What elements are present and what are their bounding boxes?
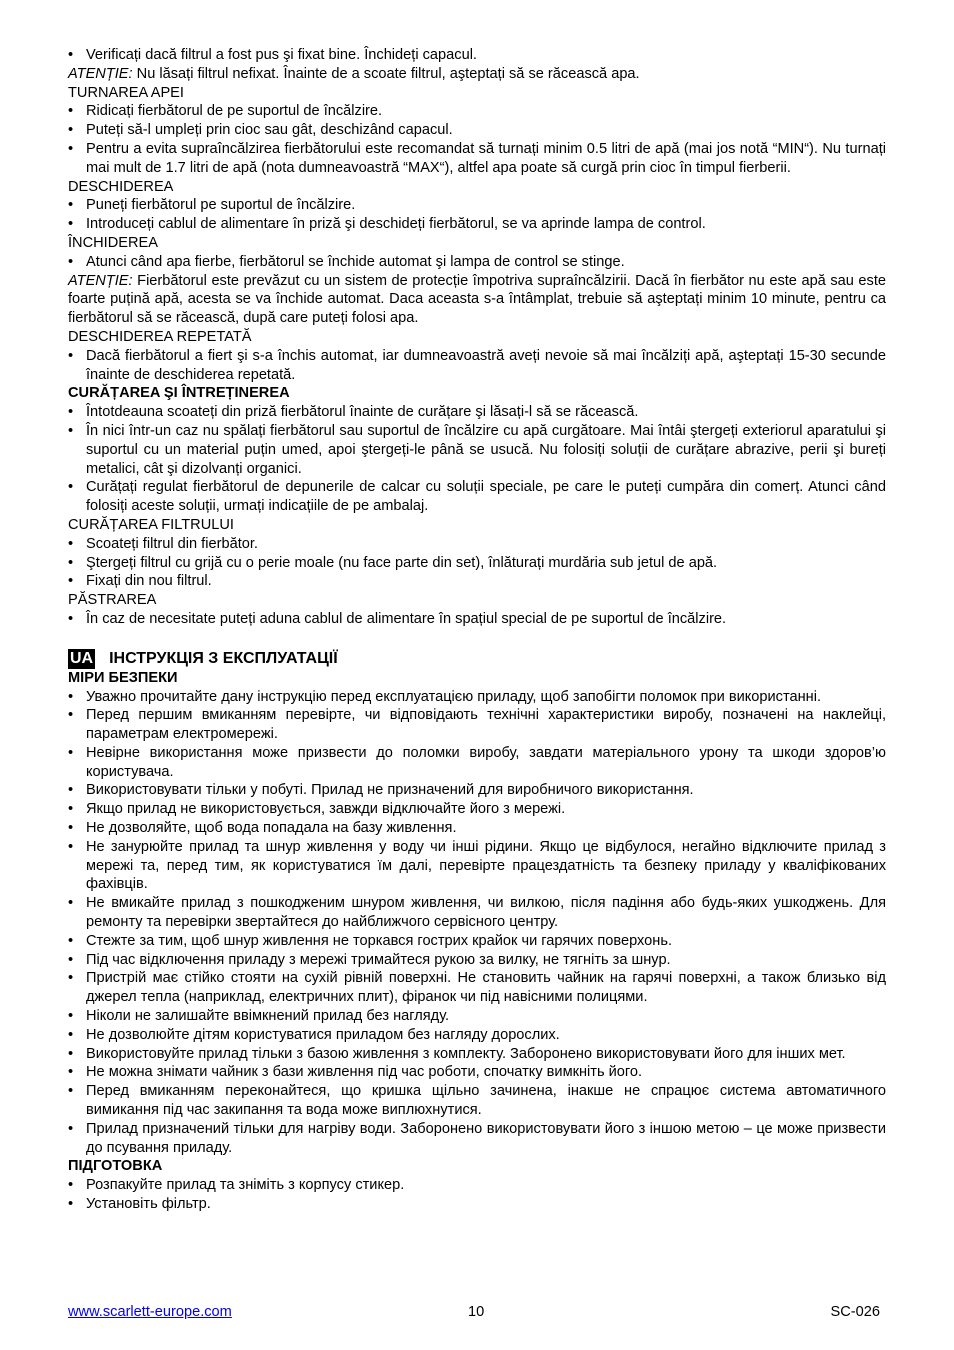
attention-note <box>68 272 886 328</box>
manual-page-content <box>68 46 886 1214</box>
list-item: • Під час відключення приладу з мережі тримайтеся рукою за вилку, не тягніть за шнур. <box>68 951 886 970</box>
website-link[interactable]: www.scarlett-europe.com <box>68 1304 232 1320</box>
section-heading-preparation: ПІДГОТОВКА <box>68 1158 163 1175</box>
list-item: • Використовуйте прилад тільки з базою живлення з комплекту. Заборонено використовувати його для інших мет. <box>68 1045 886 1064</box>
list-item: • Не дозволюйте дітям користуватися приладом без нагляду дорослих. <box>68 1026 886 1045</box>
list-item: • Пристрій має стійко стояти на сухій рівній поверхні. Не становить чайник на гарячі поверхні, а також близько від джерел тепла (наприклад, електричних плит), фіранок чи під навісними полицями. <box>68 969 886 1007</box>
list-item: • Pentru a evita supraîncălzirea fierbătorului este recomandat să turnați minim 0.5 litri de apă (mai jos notă “MIN“). Nu turnați mai mult de 1.7 litri de apă (nota dumneavoastră “MAX“), altfel apa poate să curgă prin cioc în timpul fierberii. <box>68 140 886 178</box>
list-item: • Verificați dacă filtrul a fost pus şi fixat bine. Închideți capacul. <box>68 46 886 65</box>
list-item: • Ніколи не залишайте ввімкнений прилад без нагляду. <box>68 1007 886 1026</box>
list-item: • Не вмикайте прилад з пошкодженим шнуром живлення, чи вилкою, після падіння або будь-яких ушкоджень. Для ремонту та перевірки звертайтеся до найближчого сервісного центру. <box>68 894 886 932</box>
page-number: 10 <box>468 1304 485 1320</box>
list-item: • Не занурюйте прилад та шнур живлення у воду чи інші рідини. Якщо це відбулося, негайно відключите прилад з мережі та, перед тим, як користуватися їм далі, перевірте працездатність та безпеку приладу у кваліфікованих фахівців. <box>68 838 886 894</box>
section-heading-opening: DESCHIDEREA <box>68 178 174 195</box>
section-heading-reopening: DESCHIDEREA REPETATĂ <box>68 328 252 345</box>
list-item: • Стежте за тим, щоб шнур живлення не торкався гострих крайок чи гарячих поверхонь. <box>68 932 886 951</box>
section-heading-filter: CURĂȚAREA FILTRULUI <box>68 516 234 533</box>
list-item: • Curățați regulat fierbătorul de depunerile de calcar cu soluții speciale, pe care le puteți cumpăra din comerț. Atunci când folosiți aceste soluții, urmați indicațiile de pe ambalaj. <box>68 478 886 516</box>
language-badge: UA <box>70 649 94 667</box>
list-item: • Atunci când apa fierbe, fierbătorul se închide automat şi lampa de control se stinge. <box>68 253 886 272</box>
list-item: • Невірне використання може призвести до поломки виробу, завдати матеріального урону та шкоди здоров’ю користувача. <box>68 744 886 782</box>
ua-section-header <box>68 649 886 669</box>
attention-label: ATENȚIE: <box>68 65 133 82</box>
list-item: • Întotdeauna scoateți din priză fierbătorul înainte de curățare şi lăsați-l să se răcească. <box>68 403 886 422</box>
section-heading-cleaning: CURĂȚAREA ŞI ÎNTREȚINEREA <box>68 385 290 402</box>
section-heading-storage: PĂSTRAREA <box>68 592 157 609</box>
list-item: • Fixați din nou filtrul. <box>68 572 886 591</box>
list-item: • În caz de necesitate puteți aduna cablul de alimentare în spațiul special de pe suportul de încălzire. <box>68 610 886 629</box>
list-item: • Introduceți cablul de alimentare în priză şi deschideți fierbătorul, se va aprinde lampa de control. <box>68 215 886 234</box>
attention-text: Nu lăsați filtrul nefixat. Înainte de a scoate filtrul, aşteptați să se răcească apa. <box>132 65 640 82</box>
list-item: • În nici într-un caz nu spălați fierbătorul sau suportul de încălzire cu apă curgătoare. Mai întâi ştergeți exteriorul aparatului şi suportul cu un material puțin umed, apoi ştergeți-le până se usucă. Nu folosiți soluții de curățare abrazive, perii şi bureți metalici, cât şi dizolvanți organici. <box>68 422 886 478</box>
list-item: • Розпакуйте прилад та зніміть з корпусу стикер. <box>68 1176 886 1195</box>
list-item: • Прилад призначений тільки для нагріву води. Заборонено використовувати його з іншою метою – це може призвести до псування приладу. <box>68 1120 886 1158</box>
list-item: • Puneți fierbătorul pe suportul de încălzire. <box>68 196 886 215</box>
list-item: • Якщо прилад не використовується, завжди відключайте його з мережі. <box>68 800 886 819</box>
list-item: • Установіть фільтр. <box>68 1195 886 1214</box>
section-heading-safety: МІРИ БЕЗПЕКИ <box>68 669 178 686</box>
list-item: • Ştergeți filtrul cu grijă cu o perie moale (nu face parte din set), înlăturați murdăria sub jetul de apă. <box>68 554 886 573</box>
attention-label: ATENȚIE: <box>68 272 133 289</box>
list-item: • Dacă fierbătorul a fiert şi s-a închis automat, iar dumneavoastră aveți nevoie să mai încălziți apă, aşteptați 15-30 secunde înainte de deschiderea repetată. <box>68 347 886 385</box>
list-item: • Використовувати тільки у побуті. Прилад не призначений для виробничого використання. <box>68 781 886 800</box>
model-number: SC-026 <box>830 1304 880 1320</box>
list-item: • Перед вмиканням переконайтеся, що кришка щільно зачинена, інакше не спрацює система автоматичного вимикання під час закипання та вода може виплюхнутися. <box>68 1082 886 1120</box>
attention-note <box>68 65 886 84</box>
list-item: • Не можна знімати чайник з бази живлення під час роботи, спочатку вимкніть його. <box>68 1063 886 1082</box>
list-item: • Scoateți filtrul din fierbător. <box>68 535 886 554</box>
list-item: • Не дозволяйте, щоб вода попадала на базу живлення. <box>68 819 886 838</box>
list-item: • Puteți să-l umpleți prin cioc sau gât, deschizând capacul. <box>68 121 886 140</box>
list-item: • Уважно прочитайте дану інструкцію перед експлуатацією приладу, щоб запобігти поломок при використанні. <box>68 688 886 707</box>
list-item: • Ridicați fierbătorul de pe suportul de încălzire. <box>68 102 886 121</box>
ua-section-title: ІНСТРУКЦІЯ З ЕКСПЛУАТАЦІЇ <box>109 649 338 667</box>
section-heading-pouring: TURNAREA APEI <box>68 84 184 101</box>
attention-text: Fierbătorul este prevăzut cu un sistem de protecție împotriva supraîncălzirii. Dacă în fierbător nu este apă sau este foarte puțină apă, acesta se va închide automat. Daca aceasta s-a întâmplat, trebuie să aşteptați minim 10 minute, pentru ca fierbătorul să se răcească, după care puteți folosi apa. <box>68 272 886 327</box>
section-heading-closing: ÎNCHIDEREA <box>68 234 159 251</box>
list-item: • Перед першим вмиканням перевірте, чи відповідають технічні характеристики виробу, позначені на наклейці, параметрам електромережі. <box>68 706 886 744</box>
page-footer <box>68 1304 886 1322</box>
